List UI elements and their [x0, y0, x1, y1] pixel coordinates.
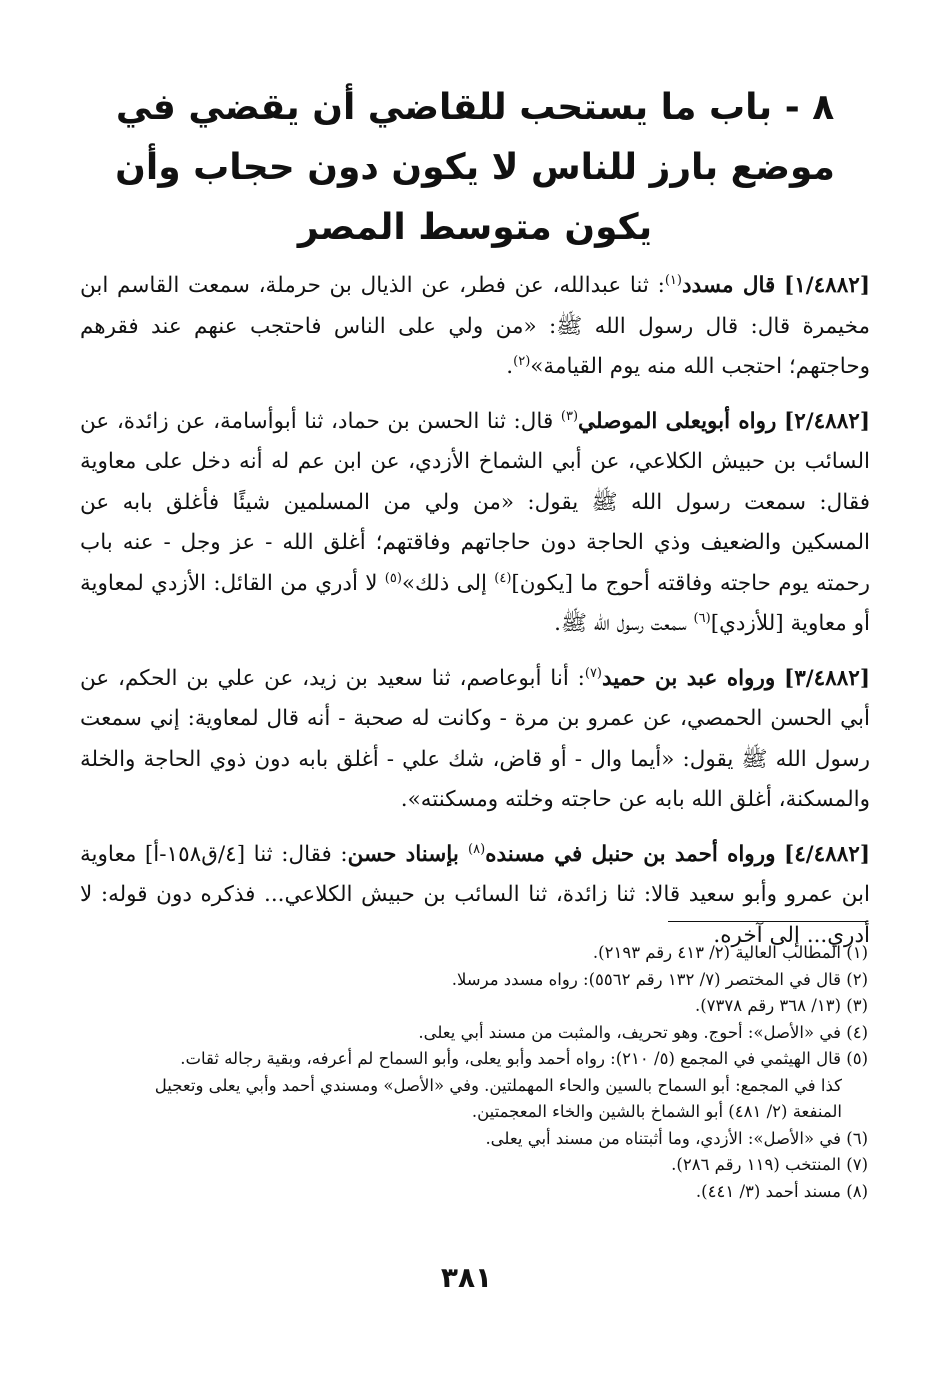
- entry-text-mid2: لا أدري من القائل: الأزدي لمعاوية أو معاوية [للأزدي]: [80, 570, 870, 636]
- entry-source: رواه أبويعلى الموصلي: [578, 408, 777, 434]
- footnote-7: (٧) المنتخب (١١٩ رقم ٢٨٦).: [671, 1155, 868, 1174]
- entry-text: قال: ثنا الحسن بن حماد، ثنا أبوأسامة، عن زائدة، عن السائب بن حبيش الكلاعي، عن أبي الشماخ الأزدي، عن ابن عم له أنه دخل على معاوية فقال: سمعت رسول الله ﷺ يقول: «من ولي من المسلمين شيئًا فأغلق بابه عن المسكين والضعيف وذي الحاجة دون حاجاتهم وفاقتهم؛ أغلق الله - عز وجل - عنه باب رحمته يوم حاجته وفاقته أحوج ما [يكون]: [80, 408, 871, 596]
- entry-number: [٣/٤٨٨٢]: [784, 665, 870, 691]
- footnote-ref[interactable]: (٤): [494, 570, 512, 586]
- footnote-ref[interactable]: (٧): [584, 665, 602, 681]
- entry-text: : أنا أبوعاصم، ثنا سعيد بن زيد، عن علي بن الحكم، عن أبي الحسن الحمصي، عن عمرو بن مرة - وكانت له صحبة - أنه قال لمعاوية: إني سمعت رسول الله ﷺ يقول: «أيما وال - أو قاض، شك علي - أغلق بابه دون ذوي الحاجة والخلة والمسكنة، أغلق الله بابه عن حاجته وخلته ومسكنته».: [80, 665, 870, 812]
- footnote-1: (١) المطالب العالية (٢/ ٤١٣ رقم ٢١٩٣).: [592, 943, 868, 962]
- entry-number: [٢/٤٨٨٢]: [784, 408, 871, 434]
- entry-1: [80, 266, 870, 388]
- footnote-6: (٦) في «الأصل»: الأزدي، وما أثبتناه من مسند أبي يعلى.: [485, 1128, 868, 1148]
- entry-4: [80, 835, 870, 957]
- entry-text-tail: .: [506, 354, 514, 379]
- footnote-5: (٥) قال الهيثمي في المجمع (٥/ ٢١٠): رواه أحمد وأبو يعلى، وأبو السماح لم أعرفه، وبقية رجاله ثقات.: [180, 1049, 868, 1068]
- footnote-ref[interactable]: (٨): [468, 841, 486, 857]
- footnote-5-continuation: كذا في المجمع: أبو السماح بالسين والحاء المهملتين. وفي «الأصل» ومسندي أحمد وأبي يعلى وتعجيل: [154, 1075, 842, 1095]
- footnotes: [68, 940, 868, 1205]
- entry-text-tail: سمعت رسول الله ﷺ.: [554, 611, 694, 636]
- footnote-ref[interactable]: (٥): [384, 570, 402, 586]
- entry-text: : ثنا عبدالله، عن فطر، عن الذيال بن حرملة، سمعت القاسم ابن مخيمرة قال: قال رسول الله ﷺ: «من ولي على الناس فاحتجب عنهم عند فقرهم وحاجتهم؛ احتجب الله منه يوم القيامة»: [80, 273, 870, 379]
- entry-source: ورواه عبد بن حميد: [602, 665, 776, 691]
- footnote-5-continuation: المنفعة (٢/ ٤٨١) أبو الشماخ بالشين والخاء المعجمتين.: [471, 1102, 842, 1121]
- footnote-4: (٤) في «الأصل»: أحوج. وهو تحريف، والمثبت من مسند أبي يعلى.: [418, 1022, 868, 1042]
- footnote-ref[interactable]: (١): [664, 272, 682, 288]
- entry-source-grade: بإسناد حسن: [347, 841, 469, 867]
- entry-3: [80, 659, 870, 821]
- footnote-3: (٣) (١٣/ ٣٦٨ رقم ٧٣٧٨).: [694, 996, 868, 1015]
- entry-2: [80, 402, 870, 645]
- footnote-ref[interactable]: (٦): [693, 610, 711, 626]
- entry-source: قال مسدد: [681, 273, 776, 298]
- entry-text: : فقال: ثنا [٤/ق١٥٨-أ] معاوية ابن عمرو وأبو سعيد قالا: ثنا زائدة، ثنا السائب بن حبيش الكلاعي... فذكره دون قوله: لا أدري... إلى آخره.: [80, 841, 870, 948]
- footnote-8: (٨) مسند أحمد (٣/ ٤٤١).: [695, 1181, 868, 1201]
- page-body: [80, 78, 870, 970]
- page-number: ٣٨١: [440, 1261, 493, 1294]
- footnote-ref[interactable]: (٢): [513, 353, 531, 369]
- footnote-2: (٢) قال في المختصر (٧/ ١٣٢ رقم ٥٥٦٢): رواه مسدد مرسلا.: [451, 969, 868, 989]
- chapter-title: ٨ - باب ما يستحب للقاضي أن يقضي في موضع بارز للناس لا يكون دون حجاب وأن يكون متوسط المصر: [115, 87, 835, 248]
- entry-source: ورواه أحمد بن حنبل في مسنده: [485, 841, 776, 867]
- entry-number: [١/٤٨٨٢]: [784, 273, 870, 298]
- entry-number: [٤/٤٨٨٢]: [784, 841, 871, 867]
- entry-text-mid: إلى ذلك»: [401, 570, 495, 596]
- footnote-divider: [668, 921, 868, 922]
- footnote-ref[interactable]: (٣): [560, 408, 579, 424]
